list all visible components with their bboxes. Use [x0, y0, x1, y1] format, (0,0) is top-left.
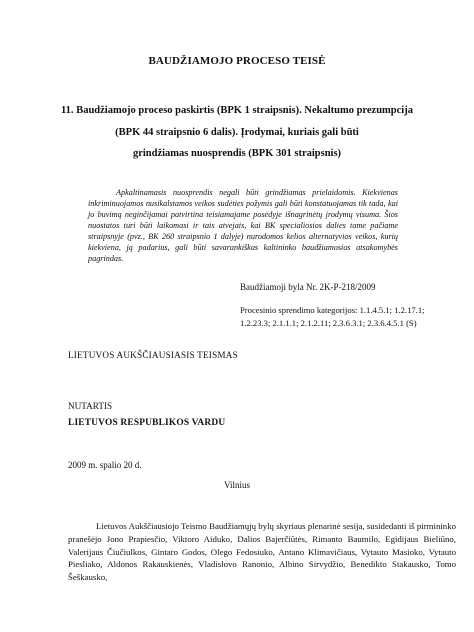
decision-date: 2009 m. spalio 20 d. — [68, 460, 142, 470]
court-name: LIETUVOS AUKŠČIAUSIASIS TEISMAS — [68, 350, 238, 360]
section-heading-line-2: (BPK 44 straipsnio 6 dalis). Įrodymai, kuriais gali būti — [115, 127, 359, 138]
section-heading-line-3: grindžiamas nuosprendis (BPK 301 straipsnis) — [132, 148, 342, 159]
case-number: Baudžiamoji byla Nr. 2K-P-218/2009 — [240, 282, 376, 292]
procedural-category: Procesinio sprendimo kategorijos: 1.1.4.5.1; 1.2.17.1; 1.2.23.3; 2.1.1.1; 2.1.2.11; 2.3.6.3.1; 2.3.6.4.5.1 (S) — [240, 305, 425, 328]
body-paragraph: Lietuvos Aukščiausiojo Teismo Baudžiamųjų bylų skyriaus plenarinė sesija, susidedanti iš pirmininko pranešėjo Jono Prapiesčio, Viktoro Aiduko, Dalios Bajerčiūtės, Rimanto Baumilo, Egidijaus Bieliūno, Valerijaus Čiučiulkos, Gintaro Godos, Olego Fedosiuko, Antano Klimavičiaus, Vytauto Masioko, Vytauto Piesliako, Aldonos Rakauskienės, Vladislovo Ranonio, Albino Sirvydžio, Benedikto Stakausko, Tomo Šeškausko, — [68, 521, 456, 583]
decision-type: NUTARTIS — [68, 401, 113, 411]
decision-city: Vilnius — [224, 480, 250, 490]
section-heading-line-1: 11. Baudžiamojo proceso paskirtis (BPK 1 straipsnis). Nekaltumo prezumpcija — [61, 105, 413, 116]
in-name-of-republic: LIETUVOS RESPUBLIKOS VARDU — [68, 418, 226, 428]
document-title: BAUDŽIAMOJO PROCESO TEISĖ — [148, 55, 326, 67]
abstract-paragraph: Apkaltinamasis nuosprendis negali būti grindžiamas prielaidomis. Kiekvienas inkriminuojamos nusikalstamos veikos sudėties požymis gali būti konstatuojamas tik tada, kai jo buvimą neginčijamai patvirtina teisiamajame posėdyje išnagrinėtų įrodymų visuma. Šios nuostatos turi būti laikomasi ir tais atvejais, kai BK specialiosios dalies tame pačiame straipsnyje (pvz., BK 260 straipsnio 1 dalyje) nurodomos kelios alternatyvios veikos, kurių kiekviena, ją padarius, gali būti savarankiškas kaltininko baudžiamosios atsakomybės pagrindas. — [88, 188, 398, 263]
